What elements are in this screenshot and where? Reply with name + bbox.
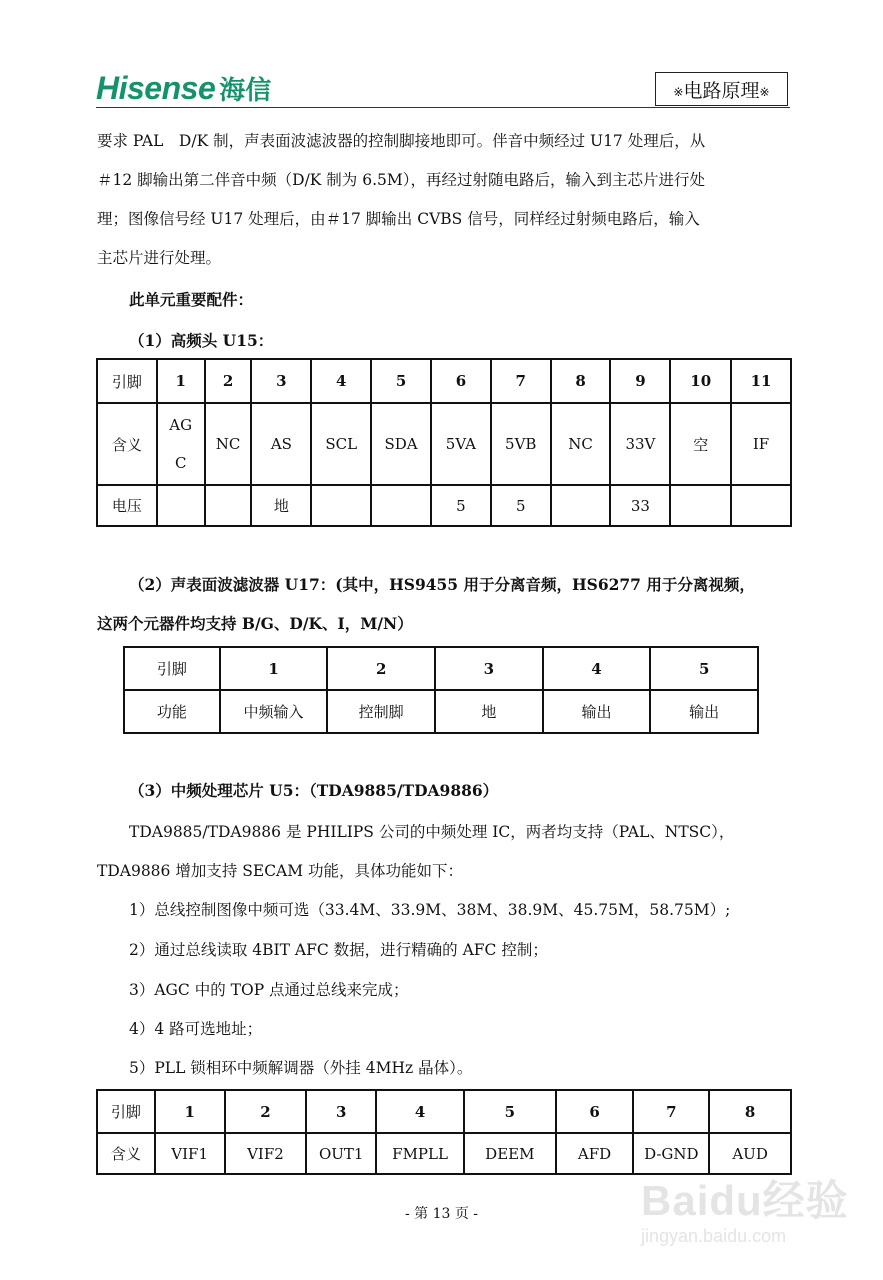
table-cell: 空 [670,403,731,485]
u5-description: TDA9885/TDA9886 是 PHILIPS 公司的中频处理 IC，两者均支持（PAL、NTSC）， [129,823,735,841]
watermark-url: jingyan.baidu.com [641,1226,787,1246]
table-row [97,485,791,526]
page-number: - 第 13 页 - [404,1206,479,1222]
u17-pin-table [123,646,759,734]
table-cell: 5 [650,647,758,690]
table-cell: 5VB [491,403,551,485]
table-cell: AS [251,403,311,485]
u17-heading: 这两个元器件均支持 B/G、D/K、I，M/N） [97,614,413,633]
table-cell [371,485,431,526]
table-cell: SDA [371,403,431,485]
header-divider [96,107,790,108]
table-cell: 4 [311,359,371,403]
feature-item: 5）PLL 锁相环中频解调器（外挂 4MHz 晶体）。 [129,1059,473,1077]
table-cell: 2 [327,647,435,690]
table-cell: 7 [491,359,551,403]
table-cell: 电压 [97,485,157,526]
table-cell: 33V [610,403,670,485]
table-cell: 10 [670,359,731,403]
table-cell [551,485,611,526]
table-cell: NC [205,403,252,485]
table-cell [205,485,252,526]
table-cell: VIF1 [155,1133,225,1174]
logo-text-en: Hisense [96,69,216,106]
table-cell: 11 [731,359,791,403]
feature-item: 3）AGC 中的 TOP 点通过总线来完成； [129,981,409,999]
table-cell: 9 [610,359,670,403]
intro-line: ＃12 脚输出第二伴音中频（D/K 制为 6.5M），再经过射随电路后，输入到主芯片进行处 [97,171,706,189]
section-title-box [655,72,788,106]
table-cell: 引脚 [124,647,220,690]
feature-item: 4）4 路可选地址； [129,1020,263,1038]
table-cell: 1 [155,1090,225,1133]
logo-text-cn: 海信 [219,75,272,106]
table-cell: VIF2 [225,1133,307,1174]
table-cell: AFD [556,1133,634,1174]
table-cell: 8 [551,359,611,403]
table-cell: 5 [431,485,491,526]
agc-line-1: AG [169,416,193,434]
baidu-watermark [641,1168,861,1263]
u15-pin-table [96,358,792,527]
table-cell: 7 [633,1090,709,1133]
table-cell: 引脚 [97,359,157,403]
table-cell: 功能 [124,690,220,733]
table-cell: 1 [220,647,328,690]
reference-mark-icon: ※ [759,85,770,99]
table-cell: 控制脚 [327,690,435,733]
section-title: 电路原理 [683,79,760,102]
feature-item: 1）总线控制图像中频可选（33.4M、33.9M、38M、38.9M、45.75M，58.75M）; [129,901,731,919]
table-cell: 引脚 [97,1090,155,1133]
table-cell: 5 [491,485,551,526]
u15-heading: （1）高频头 U15： [129,331,274,350]
u5-heading: （3）中频处理芯片 U5：（TDA9885/TDA9886） [129,781,499,800]
feature-item: 2）通过总线读取 4BIT AFC 数据，进行精确的 AFC 控制； [129,941,548,959]
u5-pin-table [96,1089,792,1175]
table-row [97,403,791,485]
table-row [124,690,758,733]
table-cell [670,485,731,526]
table-cell: 输出 [650,690,758,733]
table-cell: 4 [376,1090,464,1133]
table-cell: FMPLL [376,1133,464,1174]
table-cell: 地 [251,485,311,526]
table-row [124,647,758,690]
table-cell [157,485,205,526]
table-cell: OUT1 [306,1133,376,1174]
table-cell: 2 [225,1090,307,1133]
table-cell: 中频输入 [220,690,328,733]
table-cell: 5 [464,1090,556,1133]
table-cell: 输出 [543,690,651,733]
table-cell [731,485,791,526]
table-cell: 1 [157,359,205,403]
table-cell: NC [551,403,611,485]
table-cell: D-GND [633,1133,709,1174]
table-cell: SCL [311,403,371,485]
reference-mark-icon: ※ [673,85,684,99]
parts-heading: 此单元重要配件： [129,290,254,309]
table-cell: 3 [251,359,311,403]
table-cell: 2 [205,359,252,403]
watermark-brand: Baidu经验 [641,1177,849,1224]
table-cell [157,403,205,485]
agc-line-2: C [174,454,187,472]
table-cell: 6 [431,359,491,403]
table-cell: 3 [435,647,543,690]
table-cell: 3 [306,1090,376,1133]
table-cell: 含义 [97,1133,155,1174]
table-cell: IF [731,403,791,485]
table-cell: DEEM [464,1133,556,1174]
table-cell: AUD [709,1133,791,1174]
table-cell: 5VA [431,403,491,485]
u17-heading: （2）声表面波滤波器 U17：(其中，HS9455 用于分离音频，HS6277 用于分离视频， [129,575,755,594]
table-cell: 33 [610,485,670,526]
table-row [97,359,791,403]
table-cell: 地 [435,690,543,733]
intro-line: 理；图像信号经 U17 处理后，由＃17 脚输出 CVBS 信号，同样经过射频电路后，输入 [97,210,700,228]
u5-description: TDA9886 增加支持 SECAM 功能，具体功能如下： [97,862,464,880]
table-cell: 8 [709,1090,791,1133]
table-row [97,1090,791,1133]
table-cell: 4 [543,647,651,690]
intro-line: 要求 PAL D/K 制，声表面波滤波器的控制脚接地即可。伴音中频经过 U17 处理后，从 [97,132,706,150]
table-cell: 6 [556,1090,634,1133]
intro-line: 主芯片进行处理。 [97,249,222,267]
hisense-logo [96,68,271,108]
table-cell [311,485,371,526]
table-cell: 含义 [97,403,157,485]
table-cell: 5 [371,359,431,403]
